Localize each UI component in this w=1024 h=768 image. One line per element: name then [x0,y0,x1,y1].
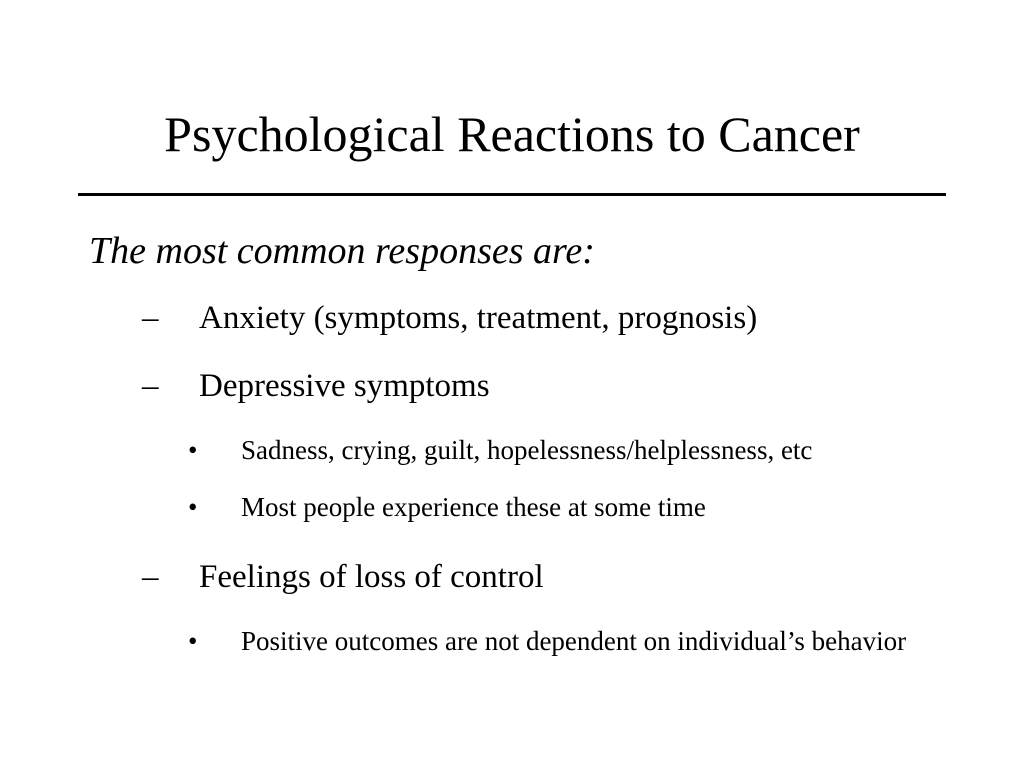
sub-bullet-text: Positive outcomes are not dependent on individual’s behavior [241,626,907,656]
bullet-marker: • [188,435,198,465]
dash-marker: – [142,368,159,404]
dash-marker: – [142,300,159,336]
sub-bullet-text: Sadness, crying, guilt, hopelessness/helplessness, etc [241,435,813,465]
intro-text: The most common responses are: [89,230,595,272]
dash-marker: – [142,559,159,595]
bullet-text: Feelings of loss of control [199,559,544,595]
sub-bullet-text: Most people experience these at some time [241,492,706,522]
bullet-marker: • [188,492,198,522]
bullet-marker: • [188,626,198,656]
bullet-text: Anxiety (symptoms, treatment, prognosis) [199,300,758,336]
title-divider [78,193,946,196]
bullet-text: Depressive symptoms [199,368,490,404]
slide-title: Psychological Reactions to Cancer [164,106,860,162]
